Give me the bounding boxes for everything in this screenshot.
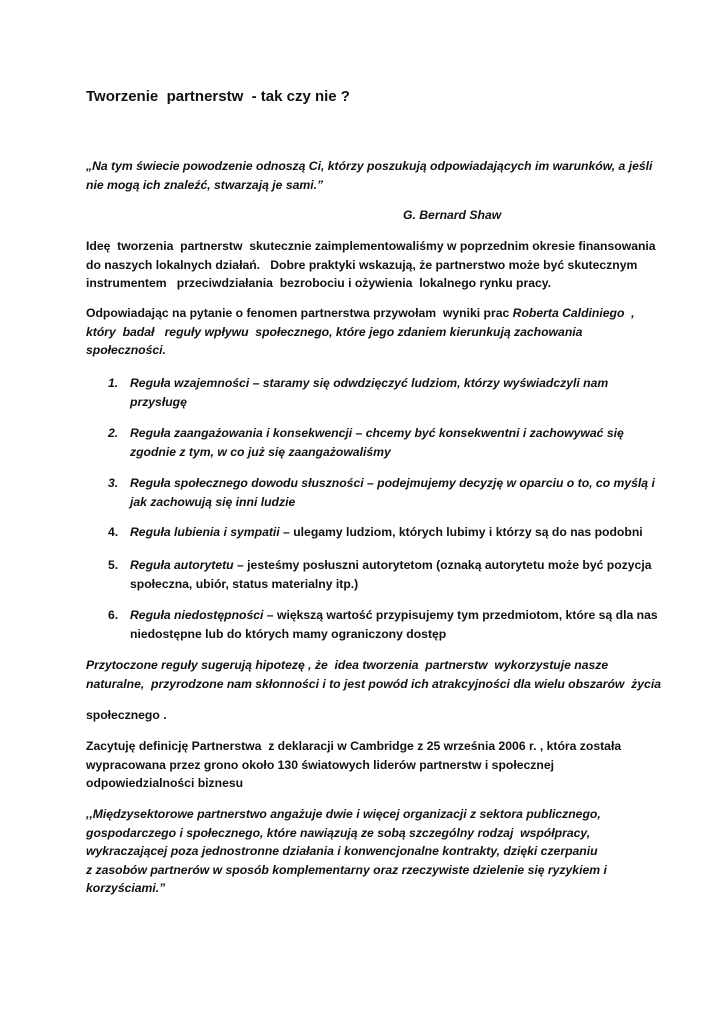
rule-number: 3. <box>108 476 119 490</box>
rule-text: – ulegamy ludziom, których lubimy i którzy są do nas podobni <box>279 525 643 539</box>
rule-text: jak zachowują się inni ludzie <box>130 494 296 509</box>
cambridge-paragraph <box>86 737 656 793</box>
rule-label: Reguła autorytetu <box>130 558 234 572</box>
cialdini-line: społeczności. <box>86 343 166 357</box>
rule-label: Reguła niedostępności <box>130 608 264 622</box>
document-title: Tworzenie partnerstw - tak czy nie ? <box>86 88 350 105</box>
rule-text: – jesteśmy posłuszni autorytetom (oznaką autorytetu może być pozycja <box>233 558 652 572</box>
intro-line: instrumentem przeciwdziałania bezrobociu i ożywienia lokalnego rynku pracy. <box>86 276 552 290</box>
epigraph-line: „Na tym świecie powodzenie odnoszą Ci, którzy poszukują odpowiadających im warunków, a jeśli <box>86 159 653 173</box>
intro-line: do naszych lokalnych działań. Dobre praktyki wskazują, że partnerstwo może być skutecznym <box>86 257 638 272</box>
cambridge-line: Zacytuję definicję Partnerstwa z deklaracji w Cambridge z 25 września 2006 r. , która została <box>86 739 622 753</box>
rule-text: Reguła zaangażowania i konsekwencji – chcemy być konsekwentni i zachowywać się <box>130 426 624 440</box>
cialdini-name: Roberta Caldiniego , <box>512 306 635 320</box>
definition-line: gospodarczego i społecznego, które nawiązują ze sobą szczególny rodzaj współpracy, <box>86 825 591 840</box>
rule-text: przysługę <box>130 394 187 409</box>
definition-line: wykraczającej poza jednostronne działania i konwencjonalne kontrakty, dzięki czerpaniu <box>86 844 598 858</box>
rule-text: Reguła społecznego dowodu słuszności – podejmujemy decyzję w oparciu o to, co myślą i <box>130 476 655 490</box>
intro-line: Ideę tworzenia partnerstw skutecznie zaimplementowaliśmy w poprzednim okresie finansowania <box>86 239 656 253</box>
definition-line: ,,Międzysektorowe partnerstwo angażuje dwie i więcej organizacji z sektora publicznego, <box>86 807 601 821</box>
rule-line <box>130 556 660 575</box>
rule-text: zgodnie z tym, w co już się zaangażowaliśmy <box>130 444 391 459</box>
rule-label: Reguła lubienia i sympatii <box>130 525 280 539</box>
epigraph-author: G. Bernard Shaw <box>403 208 502 222</box>
rule-number: 2. <box>108 426 119 440</box>
rule-number: 4. <box>108 525 119 539</box>
cialdini-lead: Odpowiadając na pytanie o fenomen partnerstwa przywołam wyniki prac <box>86 306 513 320</box>
conclusion-tail <box>86 706 656 725</box>
definition-quote <box>86 805 656 898</box>
cialdini-paragraph <box>86 304 656 360</box>
rule-number: 5. <box>108 558 119 572</box>
epigraph-line: nie mogą ich znaleźć, stwarzają je sami.” <box>86 177 324 192</box>
rule-text: – większą wartość przypisujemy tym przedmiotom, które są dla nas <box>263 608 658 622</box>
conclusion-line: naturalne, przyrodzone nam skłonności i to jest powód ich atrakcyjności dla wielu obszarów życia <box>86 676 661 691</box>
conclusion-line: Przytoczone reguły sugerują hipotezę , że idea tworzenia partnerstw wykorzystuje nasze <box>86 658 609 672</box>
cialdini-first-line <box>86 304 656 323</box>
cialdini-line: który badał reguły wpływu społecznego, które jego zdaniem kierunkują zachowania <box>86 324 583 339</box>
rule-text: społeczna, ubiór, status materialny itp.) <box>130 576 359 591</box>
rule-line <box>130 523 660 542</box>
intro-paragraph <box>86 237 656 293</box>
rule-number: 6. <box>108 608 119 622</box>
definition-line: z zasobów partnerów w sposób komplementarny oraz rzeczywiste dzielenie się ryzykiem i <box>86 862 607 877</box>
cambridge-line: wypracowana przez grono około 130 światowych liderów partnerstw i społecznej <box>86 757 554 772</box>
cambridge-line: odpowiedzialności biznesu <box>86 776 244 790</box>
definition-line: korzyściami.” <box>86 881 166 895</box>
conclusion-paragraph <box>86 656 661 693</box>
rule-number: 1. <box>108 376 119 390</box>
rule-text: niedostępne lub do których mamy ograniczony dostęp <box>130 626 447 641</box>
conclusion-tail-text: społecznego . <box>86 708 167 722</box>
rule-text: Reguła wzajemności – staramy się odwdzięczyć ludziom, którzy wyświadczyli nam <box>130 376 609 390</box>
rule-line <box>130 606 660 625</box>
epigraph-quote <box>86 157 656 194</box>
